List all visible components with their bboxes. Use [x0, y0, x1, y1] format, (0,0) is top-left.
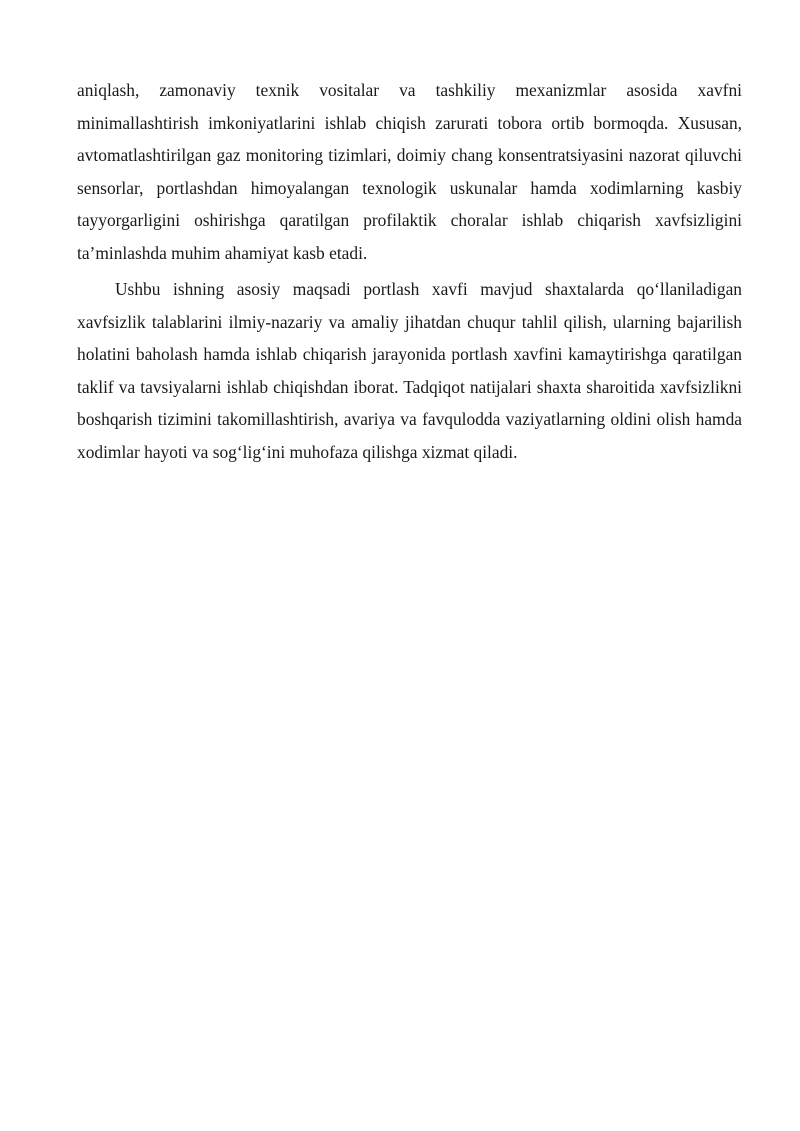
- paragraph-aim: Ushbu ishning asosiy maqsadi portlash xavfi mavjud shaxtalarda qo‘llaniladigan xavfsizlik talablarini ilmiy-nazariy va amaliy jihatdan chuqur tahlil qilish, ularning bajarilish holatini baholash hamda ishlab chiqarish jarayonida portlash xavfini kamaytirishga qaratilgan taklif va tavsiyalarni ishlab chiqishdan iborat. Tadqiqot natijalari shaxta sharoitida xavfsizlikni boshqarish tizimini takomillashtirish, avariya va favqulodda vaziyatlarning oldini olish hamda xodimlar hayoti va sog‘lig‘ini muhofaza qilishga xizmat qiladi.: [77, 279, 742, 462]
- paragraph-continuation: aniqlash, zamonaviy texnik vositalar va tashkiliy mexanizmlar asosida xavfni minimallashtirish imkoniyatlarini ishlab chiqish zarurati tobora ortib bormoqda. Xususan, avtomatlashtirilgan gaz monitoring tizimlari, doimiy chang konsentratsiyasini nazorat qiluvchi sensorlar, portlashdan himoyalangan texnologik uskunalar hamda xodimlarning kasbiy tayyorgarligini oshirishga qaratilgan profilaktik choralar ishlab chiqarish xavfsizligini ta’minlashda muhim ahamiyat kasb etadi.: [77, 80, 742, 263]
- document-body: [77, 74, 742, 468]
